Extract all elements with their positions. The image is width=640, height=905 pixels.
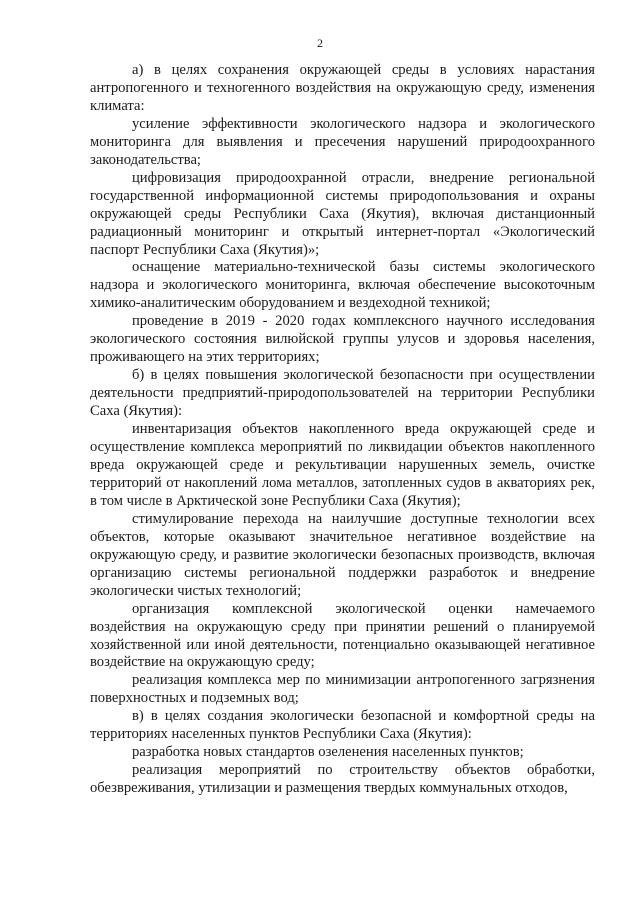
paragraph-water-pollution: реализация комплекса мер по минимизации антропогенного загрязнения поверхностных и подземных вод; bbox=[90, 672, 595, 707]
paragraph-b-intro: б) в целях повышения экологической безопасности при осуществлении деятельности предприятий-природопользователей на территории Республики Саха (Якутия): bbox=[90, 367, 595, 420]
paragraph-equipment: оснащение материально-технической базы системы экологического надзора и экологического мониторинга, включая обеспечение высокоточным химико-аналитическим оборудованием и вездеходной техникой; bbox=[90, 259, 595, 312]
paragraph-a-intro: а) в целях сохранения окружающей среды в условиях нарастания антропогенного и техногенного воздействия на окружающую среду, изменения климата: bbox=[90, 62, 595, 114]
document-body bbox=[90, 62, 595, 798]
paragraph-c-intro: в) в целях создания экологически безопасной и комфортной среды на территориях населенных пунктов Республики Саха (Якутия): bbox=[90, 708, 595, 743]
paragraph-supervision-efficiency: усиление эффективности экологического надзора и экологического мониторинга для выявления и пресечения нарушений природоохранного законодательства; bbox=[90, 115, 595, 168]
page-number: 2 bbox=[317, 36, 323, 50]
paragraph-greening-standards: разработка новых стандартов озеленения населенных пунктов; bbox=[132, 744, 524, 761]
paragraph-impact-assessment: организация комплексной экологической оценки намечаемого воздействия на окружающую среду при принятии решений о планируемой хозяйственной или иной деятельности, потенциально оказывающей негативное воздействие на окружающую среду; bbox=[90, 600, 595, 671]
paragraph-digitalization: цифровизация природоохранной отрасли, внедрение региональной государственной информационной системы природопользования и охраны окружающей среды Республики Саха (Якутия), включая дистанционный радиационный мониторинг и открытый интернет-портал «Экологический паспорт Республики Саха (Якутия)»; bbox=[90, 169, 595, 258]
paragraph-research: проведение в 2019 - 2020 годах комплексного научного исследования экологического состояния вилюйской группы улусов и здоровья населения, проживающего на этих территориях; bbox=[90, 313, 595, 366]
paragraph-waste-facilities: реализация мероприятий по строительству объектов обработки, обезвреживания, утилизации и размещения твердых коммунальных отходов, bbox=[90, 762, 595, 797]
paragraph-inventory: инвентаризация объектов накопленного вреда окружающей среде и осуществление комплекса мероприятий по ликвидации объектов накопленного вреда окружающей среде и рекультивации нарушенных земель, очистке территорий от накоплений лома металлов, затопленных судов в акваториях рек, в том числе в Арктической зоне Республики Саха (Якутия); bbox=[90, 421, 595, 509]
paragraph-best-technologies: стимулирование перехода на наилучшие доступные технологии всех объектов, которые оказывают значительное негативное воздействие на окружающую среду, и развитие экологически безопасных производств, включая организацию системы региональной поддержки разработок и внедрение экологически чистых технологий; bbox=[90, 510, 595, 599]
